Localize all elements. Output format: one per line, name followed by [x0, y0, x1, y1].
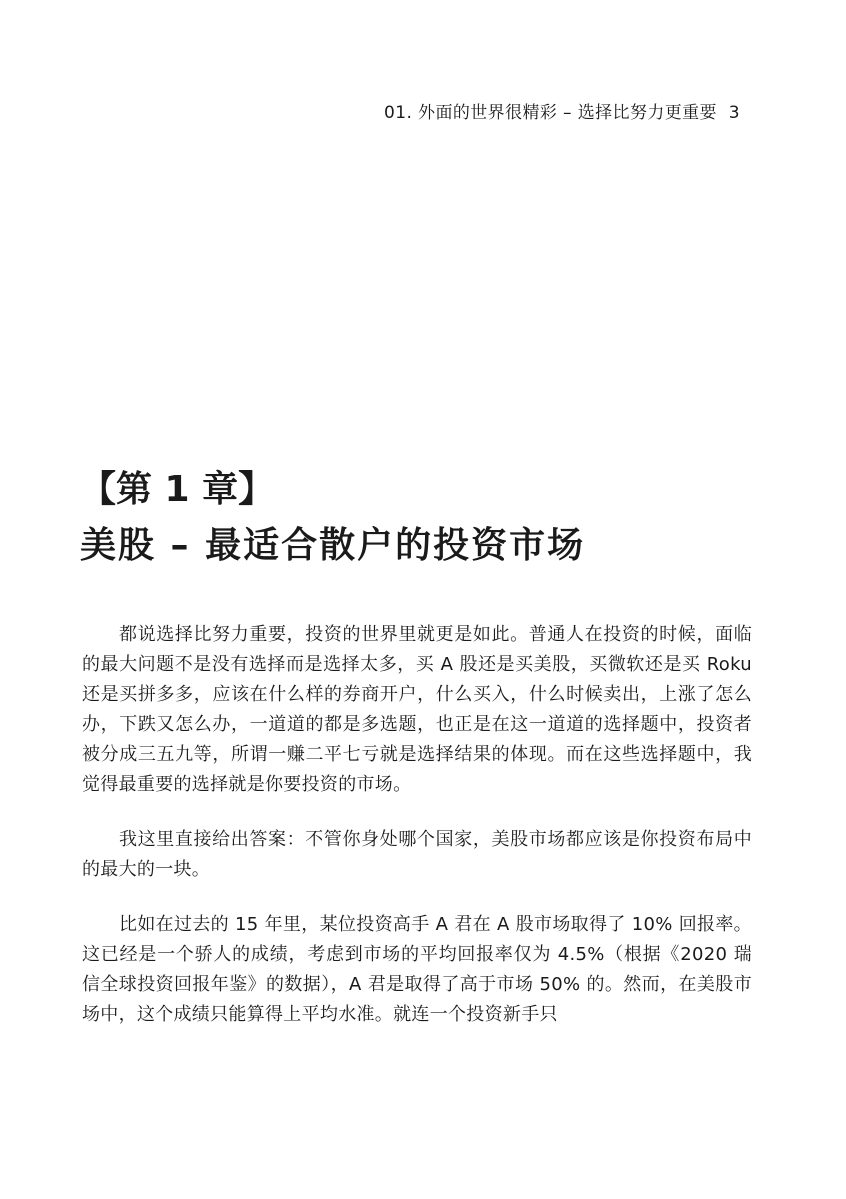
body-text [82, 620, 752, 1055]
running-title: 01. 外面的世界很精彩 – 选择比努力更重要 [384, 103, 717, 123]
chapter-heading [80, 466, 770, 570]
chapter-title: 美股 – 最适合散户的投资市场 [80, 525, 586, 566]
running-header [384, 101, 740, 125]
page-number: 3 [728, 103, 740, 123]
paragraph: 比如在过去的 15 年里，某位投资高手 A 君在 A 股市场取得了 10% 回报率。这已经是一个骄人的成绩，考虑到市场的平均回报率仅为 4.5%（根据《2020 瑞信全球投资回报年鉴》的数据），A 君是取得了高于市场 50% 的。然而，在美股市场中，这个成绩只能算得上平均水准。就连一个投资新手只 [82, 914, 752, 1025]
paragraph: 都说选择比努力重要，投资的世界里就更是如此。普通人在投资的时候，面临的最大问题不是没有选择而是选择太多，买 A 股还是买美股，买微软还是买 Roku 还是买拼多多，应该在什么样的券商开户，什么买入，什么时候卖出，上涨了怎么办，下跌又怎么办，一道道的都是多选题，也正是在这一道道的选择题中，投资者被分成三五九等，所谓一赚二平七亏就是选择结果的体现。而在这些选择题中，我觉得最重要的选择就是你要投资的市场。 [82, 624, 752, 795]
paragraph: 我这里直接给出答案：不管你身处哪个国家，美股市场都应该是你投资布局中的最大的一块。 [82, 829, 752, 880]
chapter-label: 【第 1 章】 [80, 469, 275, 510]
